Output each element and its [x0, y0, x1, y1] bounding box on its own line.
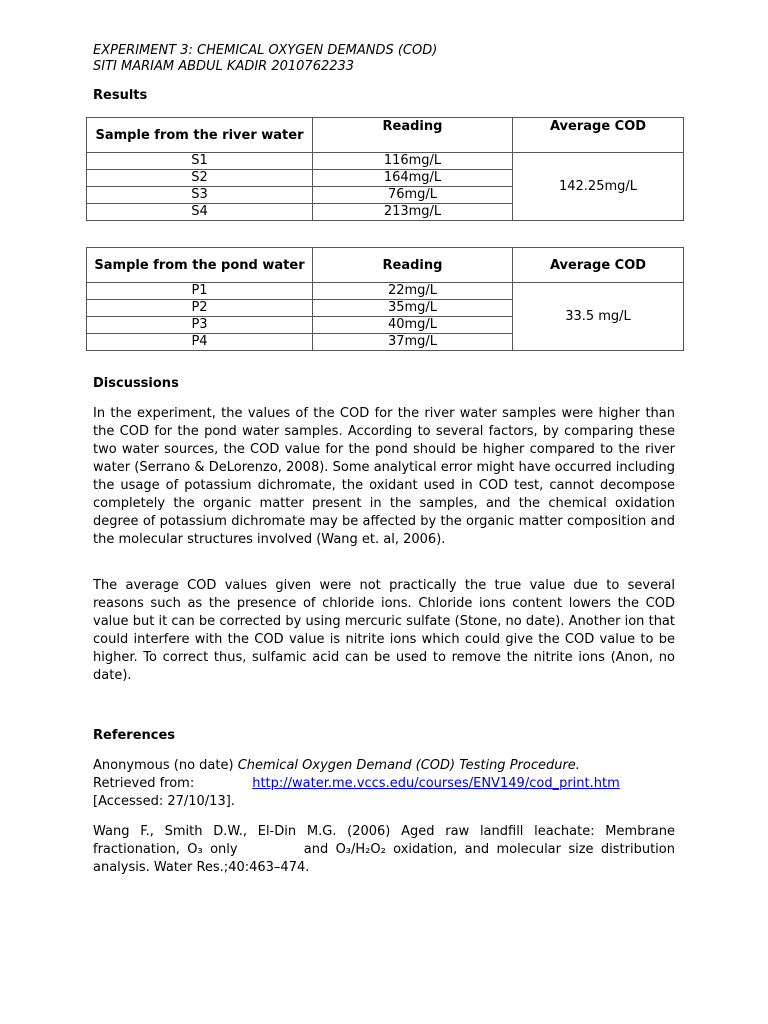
- table-header-row: [87, 118, 684, 153]
- discussions-heading: Discussions: [93, 376, 179, 391]
- reference-1: [93, 757, 675, 811]
- reference-1-retrieved: Retrieved from:: [93, 776, 195, 791]
- sample-cell: S1: [87, 153, 313, 170]
- sample-cell: P1: [87, 283, 313, 300]
- discussion-paragraph-2: The average COD values given were not practically the true value due to several reasons such as the presence of chloride ions. Chloride ions content lowers the COD value but it can be corrected by using mercuric sulfate (Stone, no date). Another ion that could interfere with the COD value is nitrite ions which could give the COD value to be higher. To correct thus, sulfamic acid can be used to remove the nitrite ions (Anon, no date).: [93, 578, 675, 683]
- reading-cell: 22mg/L: [313, 283, 513, 300]
- sample-cell: P4: [87, 334, 313, 351]
- reference-2-part1: Wang F., Smith D.W., El-Din M.G. (2006) Aged raw landfill leachate: Membrane fractionation, O₃ only: [93, 824, 675, 857]
- reading-cell: 116mg/L: [313, 153, 513, 170]
- reference-2: [93, 823, 675, 877]
- reading-cell: 35mg/L: [313, 300, 513, 317]
- reading-cell: 37mg/L: [313, 334, 513, 351]
- column-header-sample: Sample from the pond water: [87, 248, 313, 283]
- table-header-row: [87, 248, 684, 283]
- reading-cell: 164mg/L: [313, 170, 513, 187]
- reading-cell: 40mg/L: [313, 317, 513, 334]
- column-header-average: Average COD: [513, 248, 684, 283]
- experiment-title: EXPERIMENT 3: CHEMICAL OXYGEN DEMANDS (COD): [93, 43, 438, 58]
- reading-cell: 213mg/L: [313, 204, 513, 221]
- table-row: [87, 283, 684, 300]
- sample-cell: S4: [87, 204, 313, 221]
- sample-cell: P2: [87, 300, 313, 317]
- average-cod-cell: 142.25mg/L: [513, 153, 684, 221]
- column-header-reading: Reading: [313, 118, 513, 153]
- reference-1-prefix: Anonymous (no date): [93, 758, 238, 773]
- river-water-table: [86, 117, 684, 221]
- sample-cell: P3: [87, 317, 313, 334]
- pond-water-table: [86, 247, 684, 351]
- reference-2-part2: and O₃/H₂O₂ oxidation, and molecular size distribution analysis. Water Res.;40:463–474.: [93, 842, 675, 875]
- column-header-reading: Reading: [313, 248, 513, 283]
- reference-1-link[interactable]: http://water.me.vccs.edu/courses/ENV149/cod_print.htm: [252, 776, 620, 791]
- results-heading: Results: [93, 88, 148, 103]
- reading-cell: 76mg/L: [313, 187, 513, 204]
- average-cod-cell: 33.5 mg/L: [513, 283, 684, 351]
- column-header-average: Average COD: [513, 118, 684, 153]
- references-heading: References: [93, 728, 176, 743]
- sample-cell: S2: [87, 170, 313, 187]
- column-header-sample: Sample from the river water: [87, 118, 313, 153]
- reference-1-accessed: [Accessed: 27/10/13].: [93, 794, 235, 809]
- author-line: SITI MARIAM ABDUL KADIR 2010762233: [93, 59, 355, 74]
- reference-1-title: Chemical Oxygen Demand (COD) Testing Procedure.: [237, 758, 580, 773]
- sample-cell: S3: [87, 187, 313, 204]
- table-row: [87, 153, 684, 170]
- discussion-paragraph-1: In the experiment, the values of the COD for the river water samples were higher than the COD for the pond water samples. According to several factors, by comparing these two water sources, the COD value for the pond should be higher compared to the river water (Serrano & DeLorenzo, 2008). Some analytical error might have occurred including the usage of potassium dichromate, the oxidant used in COD test, cannot decompose completely the organic matter present in the samples, and the chemical oxidation degree of potassium dichromate may be affected by the organic matter composition and the molecular structures involved (Wang et. al, 2006).: [93, 406, 675, 547]
